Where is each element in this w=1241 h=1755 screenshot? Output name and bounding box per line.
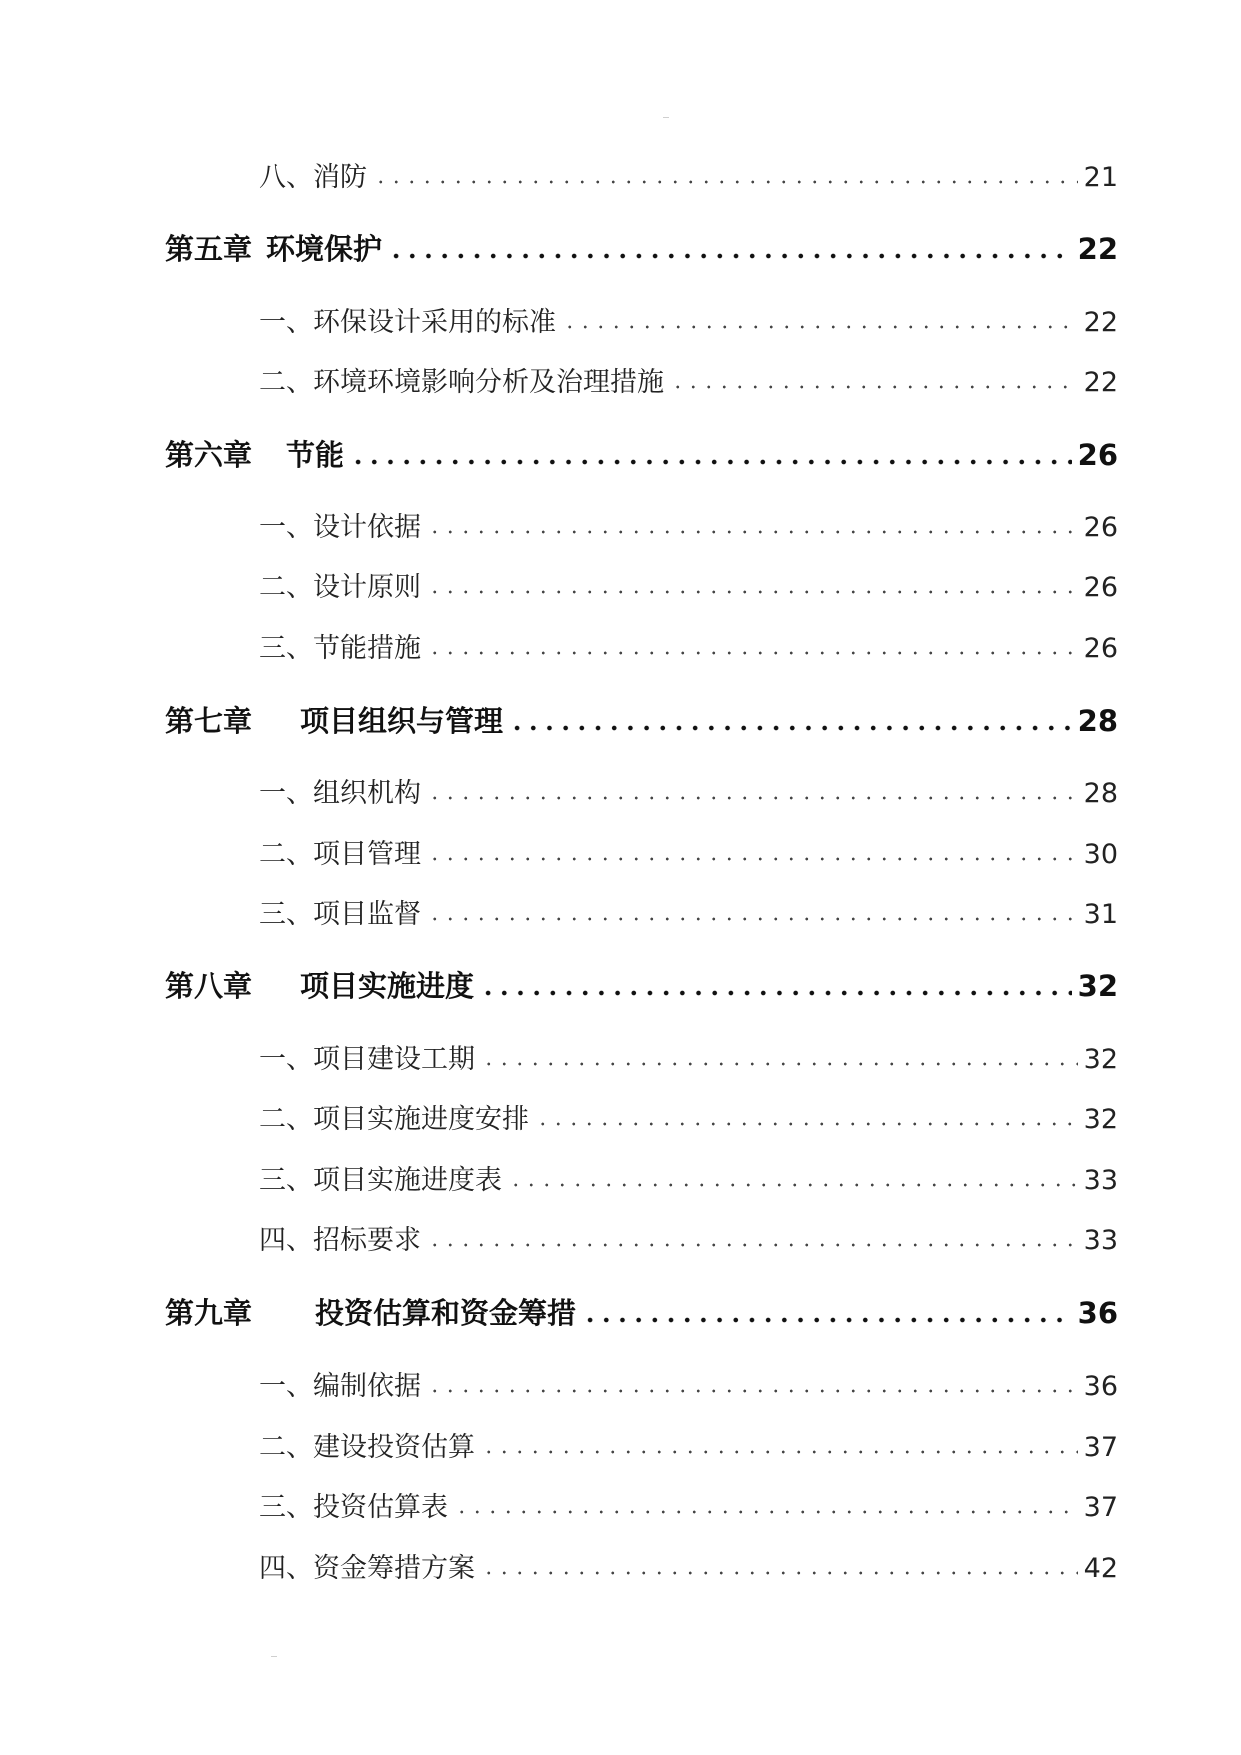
toc-entry-section[interactable] <box>259 771 1118 810</box>
chapter-number: 第七章 <box>165 704 253 738</box>
toc-entry-title: 一、项目建设工期 <box>259 1044 475 1075</box>
dot-leader <box>427 1388 1078 1394</box>
toc-page-number: 26 <box>1083 633 1118 664</box>
toc-entry-chapter[interactable] <box>165 227 1118 268</box>
toc-entry-title: 一、组织机构 <box>259 778 421 809</box>
chapter-number: 第五章 <box>165 232 253 266</box>
toc-entry-title: 三、投资估算表 <box>259 1492 448 1523</box>
toc-page-number: 32 <box>1083 1104 1118 1135</box>
chapter-name: 节能 <box>286 438 345 472</box>
scan-artifact-top <box>663 117 669 118</box>
toc-entry-chapter[interactable] <box>165 964 1118 1005</box>
toc-page-number: 33 <box>1083 1225 1118 1256</box>
dot-leader <box>562 324 1078 330</box>
toc-entry-chapter[interactable] <box>165 433 1118 474</box>
toc-chapter-heading <box>165 433 344 474</box>
toc-page-number: 22 <box>1083 367 1118 398</box>
toc-entry-title: 一、设计依据 <box>259 512 421 543</box>
toc-entry-section[interactable] <box>259 300 1118 339</box>
toc-entry-title: 二、项目管理 <box>259 839 421 870</box>
toc-page-number: 42 <box>1083 1553 1118 1584</box>
toc-page-number: 26 <box>1077 438 1118 472</box>
toc-chapter-heading <box>165 699 503 740</box>
toc-page-number: 26 <box>1083 512 1118 543</box>
toc-page-number: 33 <box>1083 1165 1118 1196</box>
dot-leader <box>427 1242 1078 1248</box>
toc-entry-section[interactable] <box>259 1037 1118 1076</box>
toc-page-number: 22 <box>1083 307 1118 338</box>
toc-entry-section[interactable] <box>259 1218 1118 1257</box>
dot-leader <box>508 1182 1078 1188</box>
dot-leader <box>480 990 1072 996</box>
toc-page-number: 28 <box>1077 704 1118 738</box>
scan-artifact-bottom <box>271 1656 277 1657</box>
toc-page-number: 36 <box>1077 1296 1118 1330</box>
toc-entry-title: 一、环保设计采用的标准 <box>259 307 556 338</box>
toc-entry-section[interactable] <box>259 1097 1118 1136</box>
dot-leader <box>427 529 1078 535</box>
toc-page-number: 37 <box>1083 1432 1118 1463</box>
chapter-number: 第九章 <box>165 1296 253 1330</box>
chapter-name: 项目实施进度 <box>300 969 475 1003</box>
toc-entry-section[interactable] <box>259 360 1118 399</box>
toc-entry-section[interactable] <box>259 1158 1118 1197</box>
toc-entry-title: 四、招标要求 <box>259 1225 421 1256</box>
toc-entry-chapter[interactable] <box>165 1291 1118 1332</box>
dot-leader <box>454 1509 1078 1515</box>
dot-leader <box>427 650 1078 656</box>
toc-page-number: 28 <box>1083 778 1118 809</box>
dot-leader <box>481 1061 1078 1067</box>
toc-page-number: 21 <box>1083 162 1118 193</box>
chapter-name: 项目组织与管理 <box>300 704 504 738</box>
toc-page-number: 36 <box>1083 1371 1118 1402</box>
toc-entry-title: 一、编制依据 <box>259 1371 421 1402</box>
toc-page-number: 31 <box>1083 899 1118 930</box>
toc-entry-title: 三、项目实施进度表 <box>259 1165 502 1196</box>
toc-entry-title: 三、项目监督 <box>259 899 421 930</box>
toc-page-number: 30 <box>1083 839 1118 870</box>
dot-leader <box>582 1317 1072 1323</box>
toc-entry-title: 二、设计原则 <box>259 572 421 603</box>
toc-entry-section[interactable] <box>259 832 1118 871</box>
toc-page-number: 32 <box>1077 969 1118 1003</box>
dot-leader <box>350 459 1072 465</box>
toc-entry-section[interactable] <box>259 1546 1118 1585</box>
chapter-number: 第六章 <box>165 438 253 472</box>
toc-page-number: 22 <box>1077 232 1118 266</box>
dot-leader <box>427 795 1078 801</box>
toc-entry-section[interactable] <box>259 505 1118 544</box>
dot-leader <box>535 1121 1078 1127</box>
dot-leader <box>373 179 1078 185</box>
toc-entry-title: 二、项目实施进度安排 <box>259 1104 529 1135</box>
toc-entry-section[interactable] <box>259 1485 1118 1524</box>
toc-entry-section[interactable] <box>259 155 1118 194</box>
toc-entry-title: 二、建设投资估算 <box>259 1432 475 1463</box>
toc-entry-title: 二、环境环境影响分析及治理措施 <box>259 367 664 398</box>
toc-entry-title: 八、消防 <box>259 162 367 193</box>
toc-entry-title: 四、资金筹措方案 <box>259 1553 475 1584</box>
toc-page-number: 37 <box>1083 1492 1118 1523</box>
toc-page-number: 26 <box>1083 572 1118 603</box>
toc-chapter-heading <box>165 1291 576 1332</box>
dot-leader <box>509 725 1072 731</box>
toc-entry-section[interactable] <box>259 1425 1118 1464</box>
toc-entry-chapter[interactable] <box>165 699 1118 740</box>
chapter-name: 投资估算和资金筹措 <box>315 1296 577 1330</box>
dot-leader <box>670 384 1078 390</box>
toc-entry-section[interactable] <box>259 565 1118 604</box>
toc-chapter-heading <box>165 227 382 268</box>
dot-leader <box>427 589 1078 595</box>
chapter-number: 第八章 <box>165 969 253 1003</box>
dot-leader <box>427 916 1078 922</box>
dot-leader <box>481 1570 1078 1576</box>
toc-entry-section[interactable] <box>259 626 1118 665</box>
dot-leader <box>481 1449 1078 1455</box>
toc-page-number: 32 <box>1083 1044 1118 1075</box>
chapter-name: 环境保护 <box>266 232 383 266</box>
toc-entry-section[interactable] <box>259 1364 1118 1403</box>
toc-chapter-heading <box>165 964 474 1005</box>
dot-leader <box>388 253 1072 259</box>
toc-entry-section[interactable] <box>259 892 1118 931</box>
toc-entry-title: 三、节能措施 <box>259 633 421 664</box>
dot-leader <box>427 856 1078 862</box>
